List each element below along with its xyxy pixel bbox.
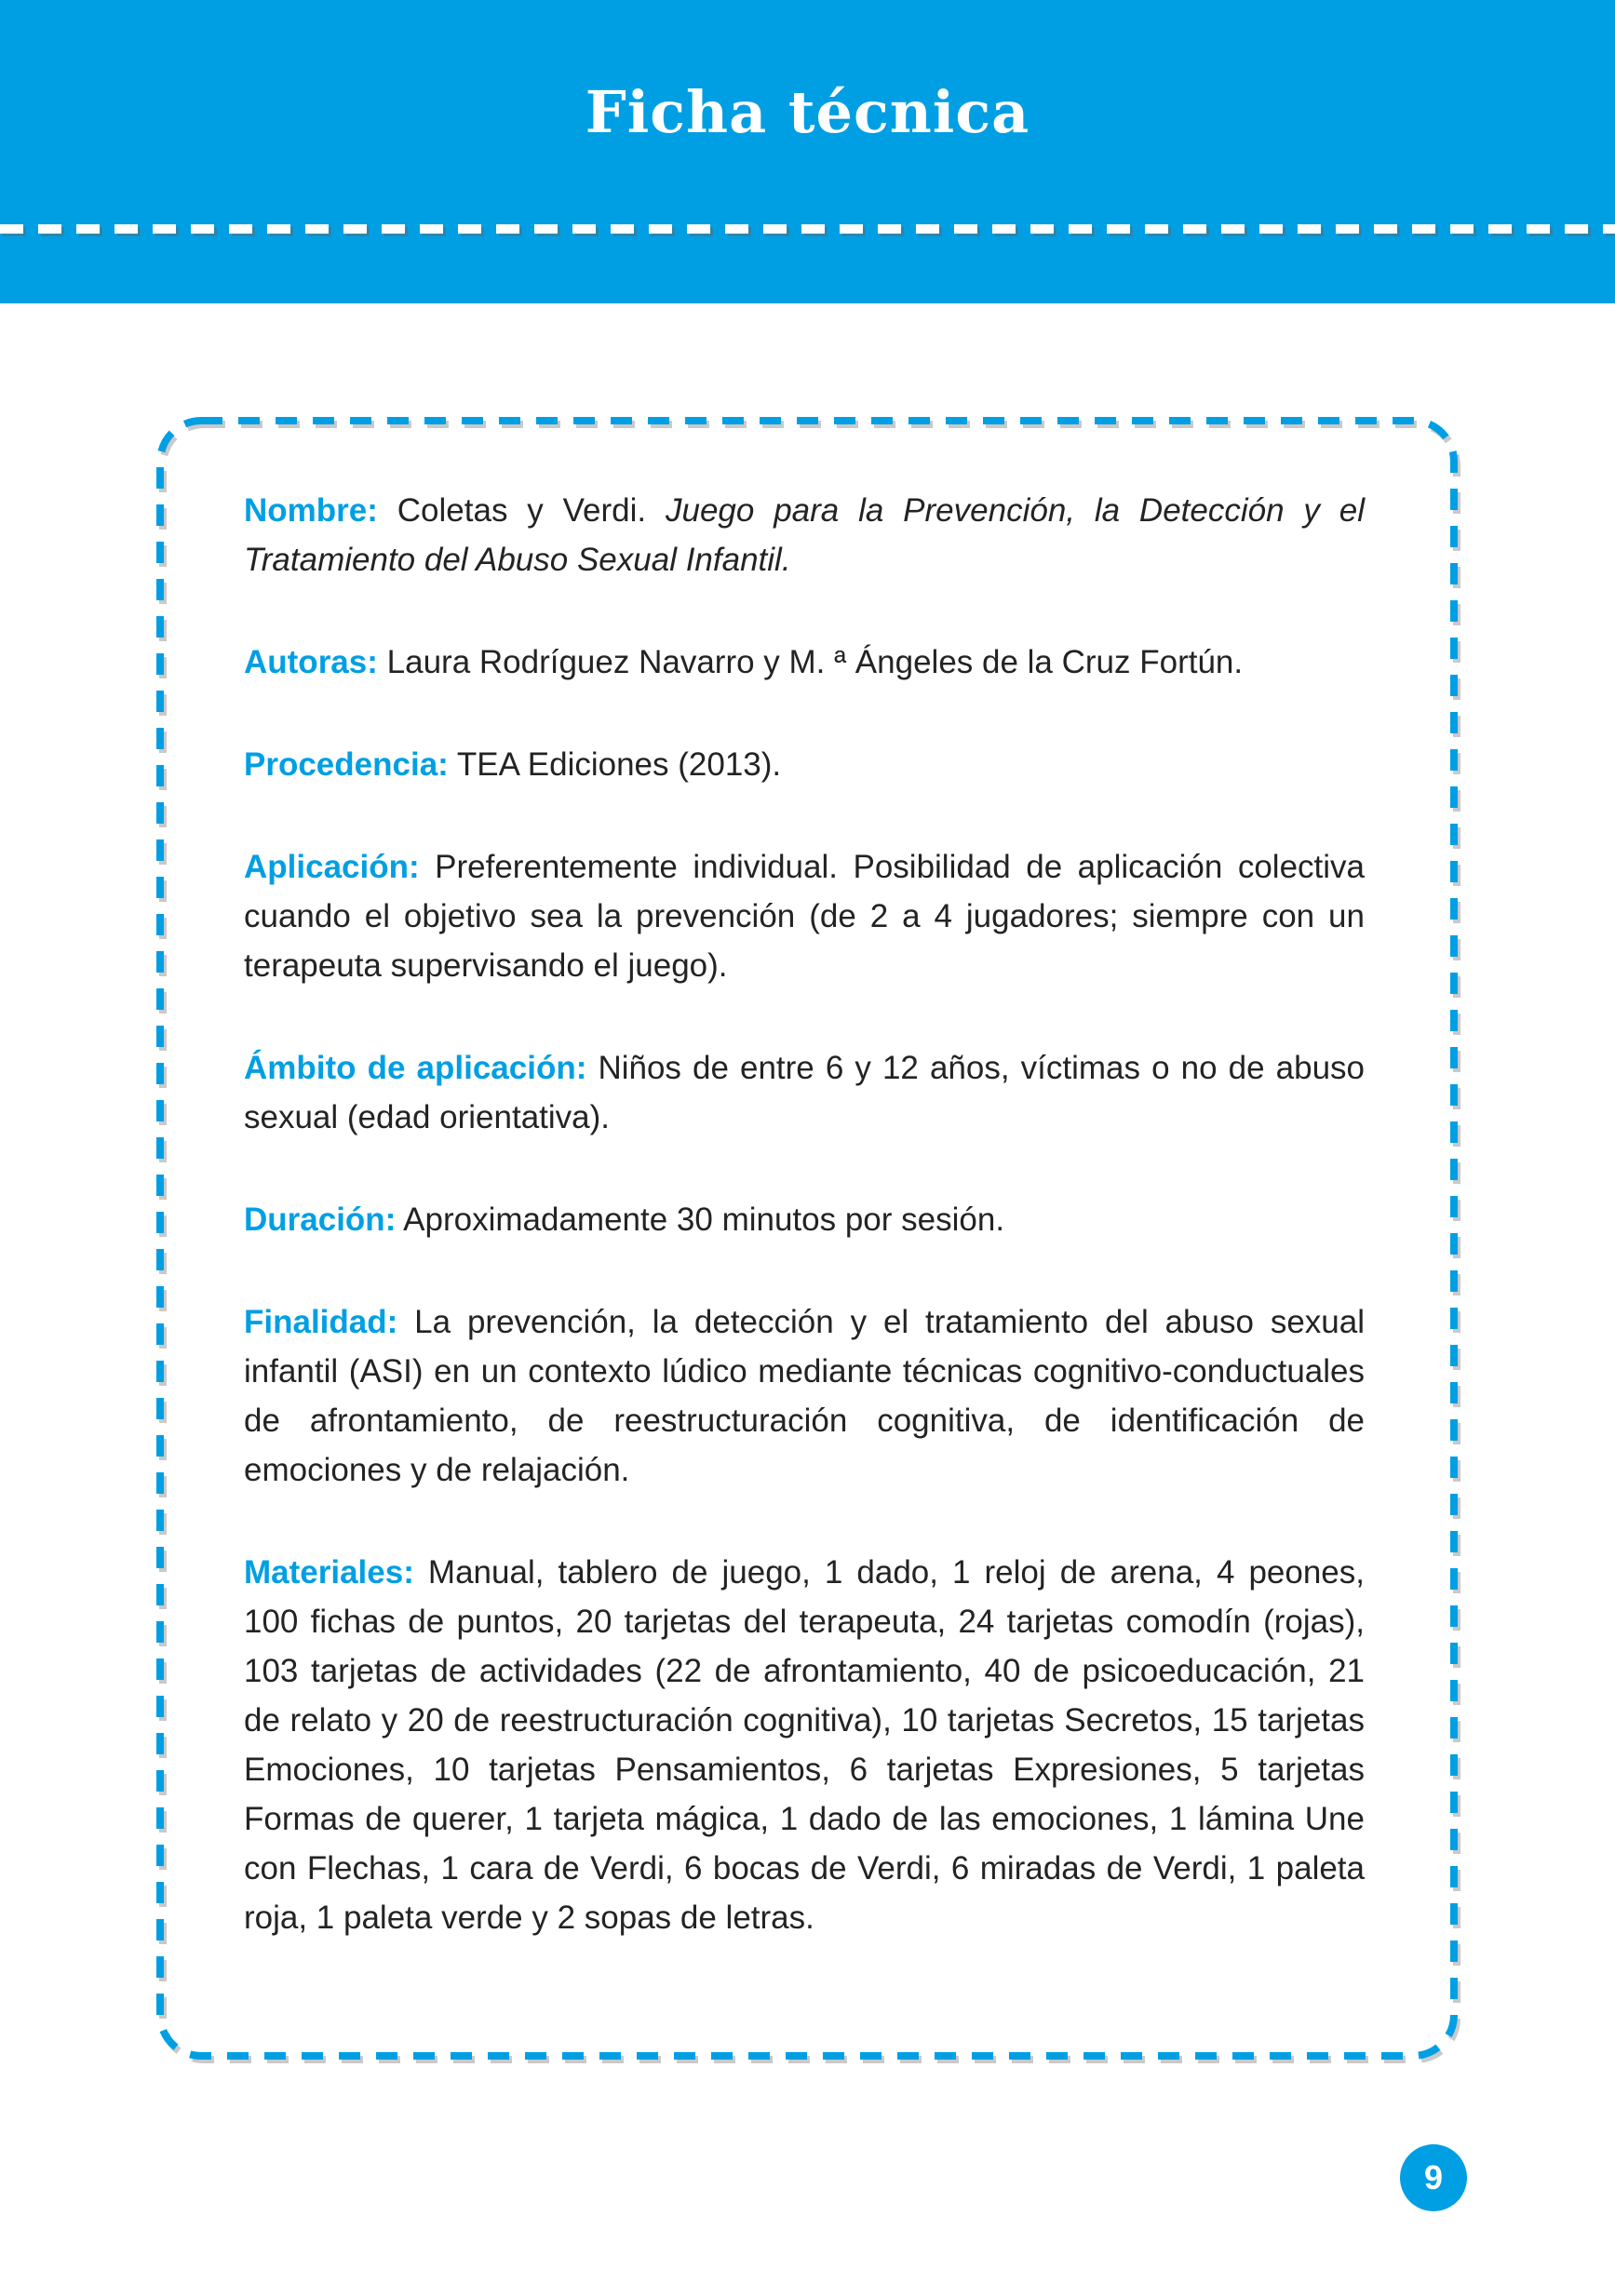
header-band [0, 0, 1615, 303]
page-number: 9 [1423, 2158, 1444, 2196]
section-text: TEA Ediciones (2013). [456, 746, 782, 783]
section-label: Aplicación: [244, 849, 420, 885]
card-section [244, 842, 1365, 990]
section-text-italic: Juego para la Prevención, la Detección y el Tratamiento del Abuso Sexual Infantil. [244, 492, 1366, 578]
section-label: Procedencia: [244, 746, 449, 783]
card-section [244, 1548, 1365, 1942]
header-dashed-line [0, 224, 1615, 234]
card-section [244, 638, 1365, 687]
section-text: Preferentemente individual. Posibilidad de aplicación colectiva cuando el objetivo sea la prevención (de 2 a 4 jugadores; siempre con un terapeuta supervisando el juego). [244, 849, 1365, 984]
card-section [244, 1195, 1365, 1244]
section-text: Laura Rodríguez Navarro y M. ª Ángeles de la Cruz Fortún. [386, 644, 1244, 680]
section-label: Autoras: [244, 644, 378, 680]
page-number-badge [1400, 2144, 1467, 2211]
section-label: Materiales: [244, 1554, 414, 1591]
section-label: Duración: [244, 1202, 397, 1238]
section-label: Ámbito de aplicación: [244, 1050, 587, 1086]
section-text: Aproximadamente 30 minutos por sesión. [403, 1202, 1005, 1238]
section-text: La prevención, la detección y el tratamiento del abuso sexual infantil (ASI) en un contexto lúdico mediante técnicas cognitivo-conductuales de afrontamiento, de reestructuración cognitiva, de identificación de emociones y de relajación. [244, 1304, 1365, 1488]
section-text: Niños de entre 6 y 12 años, víctimas o no de abuso sexual (edad orientativa). [244, 1050, 1365, 1135]
section-label: Finalidad: [244, 1304, 398, 1340]
card-section [244, 486, 1365, 584]
section-text: Coletas y Verdi. [397, 492, 666, 529]
page-title: Ficha técnica [585, 78, 1030, 146]
section-text: Manual, tablero de juego, 1 dado, 1 reloj de arena, 4 peones, 100 fichas de puntos, 20 tarjetas del terapeuta, 24 tarjetas comodín (rojas), 103 tarjetas de actividades (22 de afrontamiento, 40 de psicoeducación, 21 de relato y 20 de reestructuración cognitiva), 10 tarjetas Secretos, 15 tarjetas Emociones, 10 tarjetas Pensamientos, 6 tarjetas Expresiones, 5 tarjetas Formas de querer, 1 tarjeta mágica, 1 dado de las emociones, 1 lámina Une con Flechas, 1 cara de Verdi, 6 bocas de Verdi, 6 miradas de Verdi, 1 paleta roja, 1 paleta verde y 2 sopas de letras. [244, 1554, 1365, 1936]
card-sections [244, 486, 1365, 1942]
card-section [244, 1043, 1365, 1142]
card-section [244, 1297, 1365, 1495]
card-section [244, 740, 1365, 789]
section-label: Nombre: [244, 492, 378, 529]
ficha-card [156, 417, 1458, 2060]
